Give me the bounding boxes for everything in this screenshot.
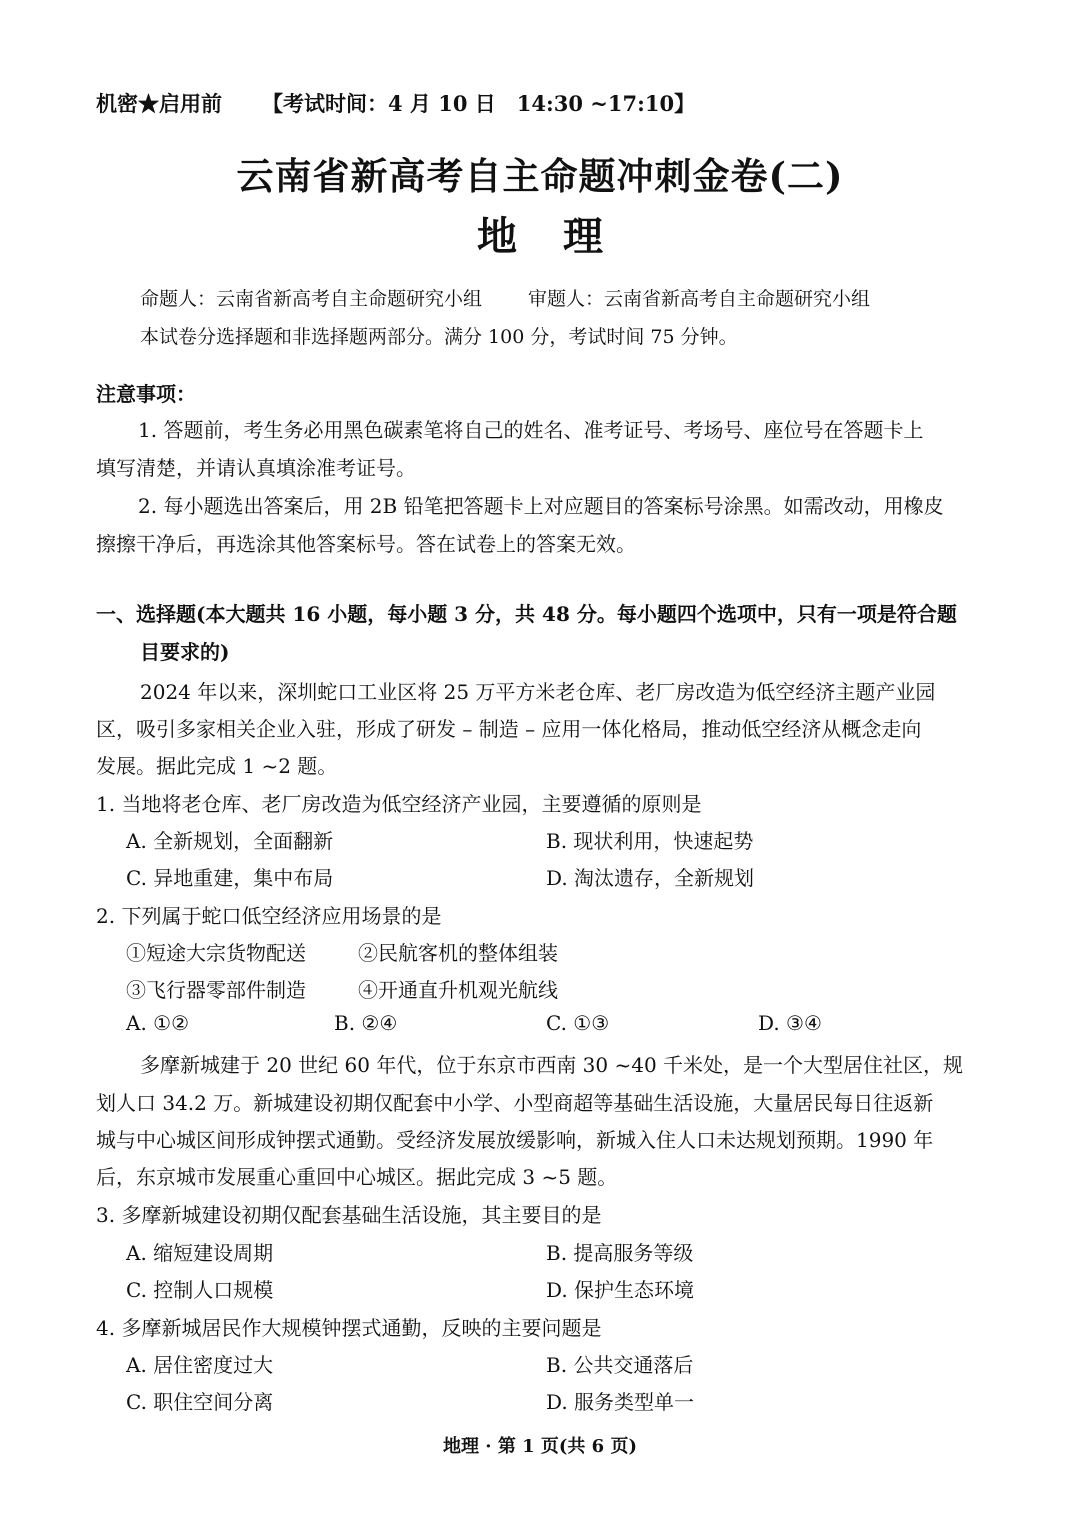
- exam-info: 本试卷分选择题和非选择题两部分。满分 100 分，考试时间 75 分钟。: [140, 326, 738, 348]
- passage-1-line-2: 区，吸引多家相关企业入驻，形成了研发 – 制造 – 应用一体化格局，推动低空经济从概念走向: [96, 717, 922, 741]
- q4-option-b: B. 公共交通落后: [546, 1353, 694, 1377]
- author: 命题人：云南省新高考自主命题研究小组: [140, 288, 483, 310]
- q1-option-b: B. 现状利用，快速起势: [546, 829, 754, 853]
- page-footer: 地理 · 第 1 页(共 6 页): [443, 1436, 637, 1457]
- q1-option-a: A. 全新规划，全面翻新: [126, 829, 334, 853]
- q2-statement-1: ①短途大宗货物配送: [126, 941, 306, 965]
- passage-2-line-4: 后，东京城市发展重心重回中心城区。据此完成 3 ~5 题。: [96, 1165, 618, 1189]
- author-line: [140, 284, 870, 311]
- reviewer: 审题人：云南省新高考自主命题研究小组: [528, 288, 871, 310]
- passage-2-line-3: 城与中心城区间形成钟摆式通勤。受经济发展放缓影响，新城入住人口未达规划预期。1990 年: [96, 1128, 934, 1152]
- question-2-stem: 2. 下列属于蛇口低空经济应用场景的是: [96, 904, 442, 928]
- confidential-label: 机密★启用前: [96, 91, 222, 116]
- q1-option-d: D. 淘汰遗存，全新规划: [546, 866, 755, 890]
- question-3-stem: 3. 多摩新城建设初期仅配套基础生活设施，其主要目的是: [96, 1203, 602, 1227]
- q1-option-c: C. 异地重建，集中布局: [126, 866, 334, 890]
- q2-statement-3: ③飞行器零部件制造: [126, 978, 306, 1002]
- q2-option-a: A. ①②: [126, 1011, 190, 1035]
- notice-item-2-line-2: 擦擦干净后，再选涂其他答案标号。答在试卷上的答案无效。: [96, 532, 636, 556]
- passage-2-line-1: 多摩新城建于 20 世纪 60 年代，位于东京市西南 30 ~40 千米处，是一个大型居住社区，规: [140, 1053, 964, 1077]
- passage-2-line-2: 划人口 34.2 万。新城建设初期仅配套中小学、小型商超等基础生活设施，大量居民每日往返新: [96, 1091, 934, 1115]
- q4-option-d: D. 服务类型单一: [546, 1390, 695, 1414]
- q2-option-d: D. ③④: [758, 1011, 822, 1035]
- q2-option-b: B. ②④: [334, 1011, 398, 1035]
- question-4-stem: 4. 多摩新城居民作大规模钟摆式通勤，反映的主要问题是: [96, 1316, 602, 1340]
- q4-option-c: C. 职住空间分离: [126, 1390, 274, 1414]
- passage-1-line-3: 发展。据此完成 1 ~2 题。: [96, 754, 338, 778]
- notice-item-1-line-1: 1. 答题前，考生务必用黑色碳素笔将自己的姓名、准考证号、考场号、座位号在答题卡上: [138, 418, 924, 442]
- subject-title: 地理: [477, 213, 649, 260]
- section-heading-cont: 目要求的): [140, 640, 230, 664]
- notice-item-1-line-2: 填写清楚，并请认真填涂准考证号。: [96, 456, 416, 480]
- q3-option-d: D. 保护生态环境: [546, 1278, 695, 1302]
- passage-1-line-1: 2024 年以来，深圳蛇口工业区将 25 万平方米老仓库、老厂房改造为低空经济主题产业园: [140, 680, 936, 704]
- q3-option-c: C. 控制人口规模: [126, 1278, 274, 1302]
- q2-statement-4: ④开通直升机观光航线: [358, 978, 558, 1002]
- notice-item-2-line-1: 2. 每小题选出答案后，用 2B 铅笔把答题卡上对应题目的答案标号涂黑。如需改动，用橡皮: [138, 494, 944, 518]
- question-1-stem: 1. 当地将老仓库、老厂房改造为低空经济产业园，主要遵循的原则是: [96, 792, 702, 816]
- q4-option-a: A. 居住密度过大: [126, 1353, 274, 1377]
- section-heading: 一、选择题(本大题共 16 小题，每小题 3 分，共 48 分。每小题四个选项中，只有一项是符合题: [96, 602, 957, 626]
- q2-option-c: C. ①③: [546, 1011, 610, 1035]
- notice-heading: 注意事项：: [96, 382, 196, 406]
- q2-statement-2: ②民航客机的整体组装: [358, 941, 558, 965]
- exam-time: 【考试时间：4 月 10 日 14:30 ~17:10】: [262, 91, 696, 116]
- q3-option-a: A. 缩短建设周期: [126, 1241, 274, 1265]
- page-title: 云南省新高考自主命题冲刺金卷(二): [236, 154, 844, 198]
- q3-option-b: B. 提高服务等级: [546, 1241, 694, 1265]
